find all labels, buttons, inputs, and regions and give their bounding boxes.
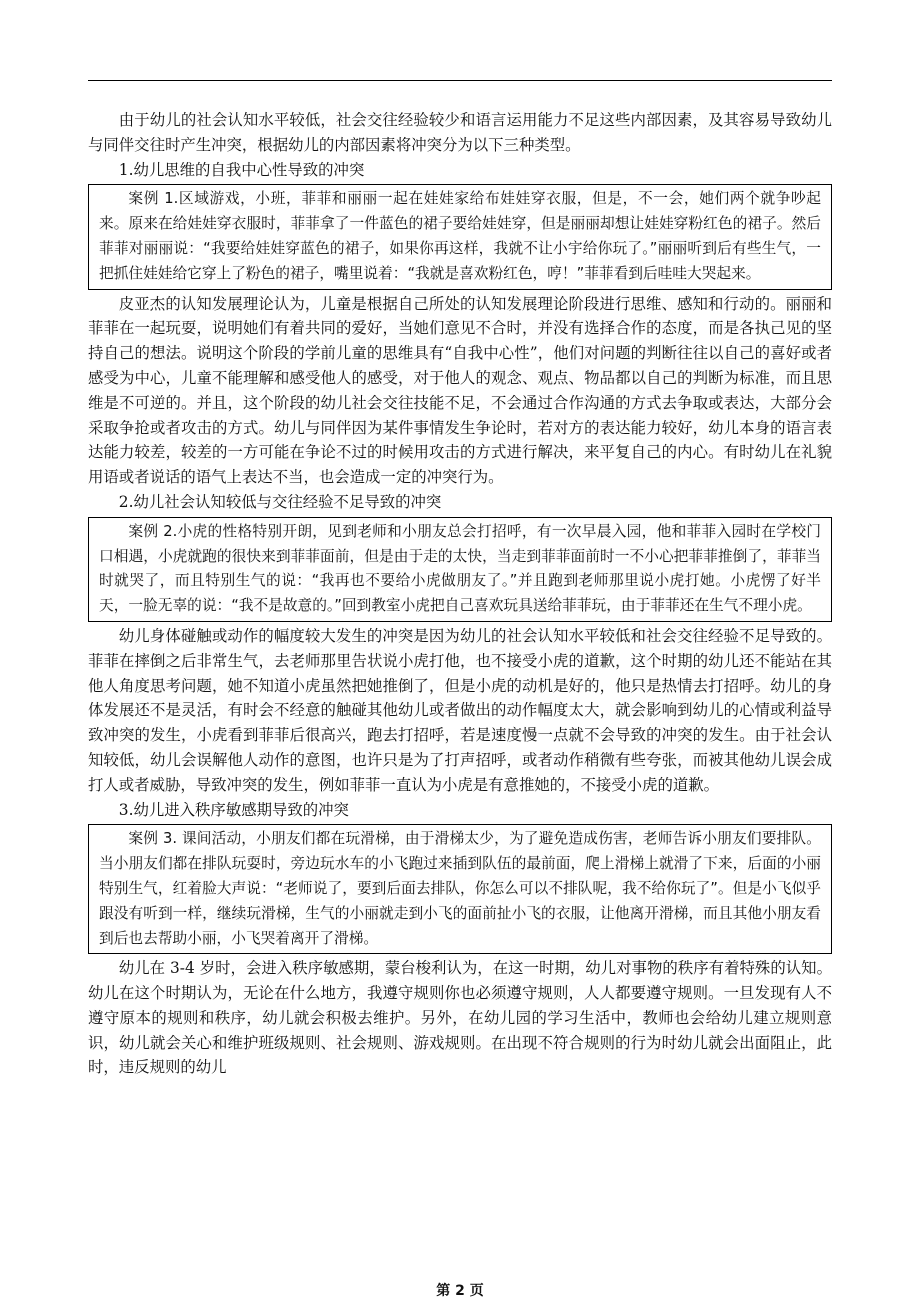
document-body	[88, 108, 832, 1080]
section-1-heading: 1.幼儿思维的自我中心性导致的冲突	[118, 160, 365, 179]
case-2-text: 案例 2.小虎的性格特别开朗，见到老师和小朋友总会打招呼，有一次早晨入园，他和菲菲入园时在学校门口相遇，小虎就跑的很快来到菲菲面前，但是由于走的太快，当走到菲菲面前时一不小心把菲菲推倒了，菲菲当时就哭了，而且特别生气的说：“我再也不要给小虎做朋友了。”并且跑到老师那里说小虎打她。小虎愣了好半天，一脸无辜的说：“我不是故意的。”回到教室小虎把自己喜欢玩具送给菲菲玩，由于菲菲还在生气不理小虎。	[99, 522, 821, 615]
section-3-analysis: 幼儿在 3-4 岁时，会进入秩序敏感期，蒙台梭利认为，在这一时期，幼儿对事物的秩序有着特殊的认知。幼儿在这个时期认为，无论在什么地方，我遵守规则你也必须遵守规则，人人都要遵守规则。一旦发现有人不遵守原本的规则和秩序，幼儿就会积极去维护。另外，在幼儿园的学习生活中，教师也会给幼儿建立规则意识，幼儿就会关心和维护班级规则、社会规则、游戏规则。在出现不符合规则的行为时幼儿就会出面阻止，此时，违反规则的幼儿	[88, 959, 832, 1077]
section-2-analysis: 幼儿身体碰触或动作的幅度较大发生的冲突是因为幼儿的社会认知水平较低和社会交往经验不足导致的。菲菲在摔倒之后非常生气，去老师那里告状说小虎打他，也不接受小虎的道歉，这个时期的幼儿还不能站在其他人角度思考问题，她不知道小虎虽然把她推倒了，但是小虎的动机是好的，他只是热情去打招呼。幼儿的身体发展还不是灵活，有时会不经意的触碰其他幼儿或者做出的动作幅度太大，就会影响到幼儿的心情或利益导致冲突的发生，小虎看到菲菲后很高兴，跑去打招呼，若是速度慢一点就不会导致的冲突的发生。由于社会认知较低，幼儿会误解他人动作的意图，也许只是为了打声招呼，或者动作稍微有些夸张，而被其他幼儿误会成打人或者威胁，导致冲突的发生，例如菲菲一直认为小虎是有意推她的，不接受小虎的道歉。	[88, 626, 832, 794]
section-3-heading: 3.幼儿进入秩序敏感期导致的冲突	[118, 800, 349, 819]
intro-paragraph: 由于幼儿的社会认知水平较低，社会交往经验较少和语言运用能力不足这些内部因素，及其容易导致幼儿与同伴交往时产生冲突，根据幼儿的内部因素将冲突分为以下三种类型。	[88, 111, 832, 154]
case-1-box	[88, 184, 832, 289]
case-1-text: 案例 1.区域游戏，小班，菲菲和丽丽一起在娃娃家给布娃娃穿衣服，但是，不一会，她们两个就争吵起来。原来在给娃娃穿衣服时，菲菲拿了一件蓝色的裙子要给娃娃穿，但是丽丽却想让娃娃穿粉红色的裙子。然后菲菲对丽丽说：“我要给娃娃穿蓝色的裙子，如果你再这样，我就不让小宇给你玩了。”丽丽听到后有些生气，一把抓住娃娃给它穿上了粉色的裙子，嘴里说着：“我就是喜欢粉红色，哼！”菲菲看到后哇哇大哭起来。	[99, 190, 821, 282]
case-3-box	[88, 824, 832, 954]
case-2-box	[88, 517, 832, 622]
section-1-analysis: 皮亚杰的认知发展理论认为，儿童是根据自己所处的认知发展理论阶段进行思维、感知和行动的。丽丽和菲菲在一起玩耍，说明她们有着共同的爱好，当她们意见不合时，并没有选择合作的态度，而是各执己见的坚持自己的想法。说明这个阶段的学前儿童的思维具有“自我中心性”，他们对问题的判断往往以自己的喜好或者感受为中心，儿童不能理解和感受他人的感受，对于他人的观念、观点、物品都以自己的判断为标准，而且思维是不可逆的。并且，这个阶段的幼儿社会交往技能不足，不会通过合作沟通的方式去争取或表达，大部分会采取争抢或者攻击的方式。幼儿与同伴因为某件事情发生争论时，若对方的表达能力较好，幼儿本身的语言表达能力较差，较差的一方可能在争论不过的时候用攻击的方式进行解决，来平复自己的内心。有时幼儿在礼貌用语或者说话的语气上表达不当，也会造成一定的冲突行为。	[88, 294, 832, 487]
section-2-heading: 2.幼儿社会认知较低与交往经验不足导致的冲突	[118, 492, 442, 511]
page-number: 第 2 页	[436, 1283, 484, 1299]
header-rule	[88, 80, 832, 81]
case-3-text: 案例 3. 课间活动，小朋友们都在玩滑梯，由于滑梯太少，为了避免造成伤害，老师告诉小朋友们要排队。当小朋友们都在排队玩耍时，旁边玩水车的小飞跑过来插到队伍的最前面，爬上滑梯上就滑了下来，后面的小丽特别生气，红着脸大声说：“老师说了，要到后面去排队，你怎么可以不排队呢，我不给你玩了”。但是小飞似乎跟没有听到一样，继续玩滑梯，生气的小丽就走到小飞的面前扯小飞的衣服，让他离开滑梯，而且其他小朋友看到后也去帮助小丽，小飞哭着离开了滑梯。	[99, 830, 821, 947]
